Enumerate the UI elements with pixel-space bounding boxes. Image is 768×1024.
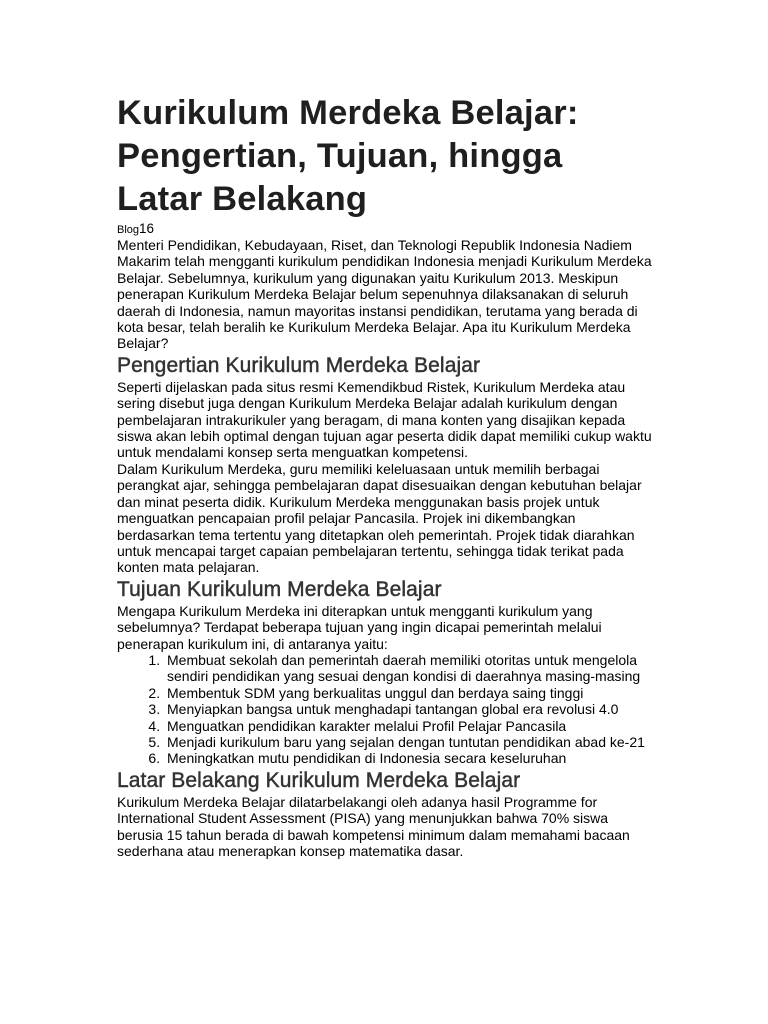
pengertian-paragraph-1: Seperti dijelaskan pada situs resmi Kemendikbud Ristek, Kurikulum Merdeka atau sering disebut juga dengan Kurikulum Merdeka Belajar adalah kurikulum dengan pembelajaran intrakurikuler yang beragam, di mana konten yang disajikan kepada siswa akan lebih optimal dengan tujuan agar peserta didik dapat memiliki cukup waktu untuk mendalami konsep serta menguatkan kompetensi.: [117, 378, 652, 461]
pengertian-paragraph-2: Dalam Kurikulum Merdeka, guru memiliki keleluasaan untuk memilih berbagai perangkat ajar, sehingga pembelajaran dapat disesuaikan dengan kebutuhan belajar dan minat peserta didik. Kurikulum Merdeka menggunakan basis projek untuk menguatkan pencapaian profil pelajar Pancasila. Projek ini dikembangkan berdasarkan tema tertentu yang ditetapkan oleh pemerintah. Projek tidak diarahkan untuk mencapai target capaian pembelajaran tertentu, sehingga tidak terikat pada konten mata pelajaran.: [117, 460, 642, 576]
tujuan-list: [117, 652, 657, 767]
section-heading-pengertian: Pengertian Kurikulum Merdeka Belajar: [117, 353, 481, 377]
tujuan-intro-paragraph: Mengapa Kurikulum Merdeka ini diterapkan untuk mengganti kurikulum yang sebelumnya? Terdapat beberapa tujuan yang ingin dicapai pemerintah melalui penerapan kurikulum ini, di antaranya yaitu:: [117, 602, 602, 652]
latar-paragraph: Kurikulum Merdeka Belajar dilatarbelakangi oleh adanya hasil Programme for International Student Assessment (PISA) yang menunjukkan bahwa 70% siswa berusia 15 tahun berada di bawah kompetensi minimum dalam memahami bacaan sederhana atau menerapkan konsep matematika dasar.: [117, 793, 630, 859]
list-item: 3. Menyiapkan bangsa untuk menghadapi tantangan global era revolusi 4.0: [164, 701, 657, 717]
article-title: Kurikulum Merdeka Belajar: Pengertian, Tujuan, hingga Latar Belakang: [117, 94, 579, 218]
list-item: 2. Membentuk SDM yang berkualitas unggul dan berdaya saing tinggi: [164, 685, 657, 701]
list-item: 5. Menjadi kurikulum baru yang sejalan dengan tuntutan pendidikan abad ke-21: [164, 734, 657, 750]
section-heading-latar: Latar Belakang Kurikulum Merdeka Belajar: [117, 768, 521, 792]
list-item: 6. Meningkatkan mutu pendidikan di Indonesia secara keseluruhan: [164, 750, 657, 766]
category-label: Blog: [117, 224, 140, 236]
section-heading-tujuan: Tujuan Kurikulum Merdeka Belajar: [117, 577, 442, 601]
document-page: [117, 92, 657, 859]
list-item: 4. Menguatkan pendidikan karakter melalui Profil Pelajar Pancasila: [164, 718, 657, 734]
intro-paragraph: Menteri Pendidikan, Kebudayaan, Riset, dan Teknologi Republik Indonesia Nadiem Makarim telah mengganti kurikulum pendidikan Indonesia menjadi Kurikulum Merdeka Belajar. Sebelumnya, kurikulum yang digunakan yaitu Kurikulum 2013. Meskipun penerapan Kurikulum Merdeka Belajar belum sepenuhnya dilaksanakan di seluruh daerah di Indonesia, namun mayoritas instansi pendidikan, terutama yang berada di kota besar, telah beralih ke Kurikulum Merdeka Belajar. Apa itu Kurikulum Merdeka Belajar?: [117, 237, 652, 352]
article-meta: [117, 222, 657, 237]
list-item: 1. Membuat sekolah dan pemerintah daerah memiliki otoritas untuk mengelola sendiri pendidikan yang sesuai dengan kondisi di daerahnya masing-masing: [164, 652, 657, 685]
view-count: 16: [139, 221, 155, 236]
